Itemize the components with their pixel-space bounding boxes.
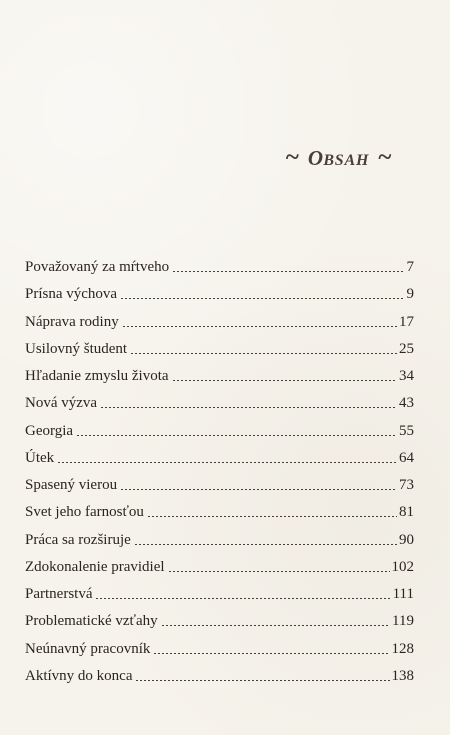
- toc-item-title: Považovaný za mŕtveho: [25, 259, 170, 276]
- toc-item: [25, 254, 414, 281]
- toc-dot-leader: [120, 489, 397, 490]
- toc-item-page-number: 138: [391, 667, 414, 684]
- toc-item: [25, 608, 414, 635]
- toc-item: [25, 390, 414, 417]
- contents-title: [308, 146, 369, 170]
- toc-dot-leader: [122, 326, 397, 327]
- toc-item-title: Zdokonalenie pravidiel: [25, 558, 165, 575]
- toc-item-page-number: 111: [392, 586, 414, 603]
- toc-item-title: Spasený vierou: [25, 477, 118, 494]
- toc-dot-leader: [168, 571, 390, 572]
- toc-item-title: Usilovný študent: [25, 340, 128, 357]
- toc-dot-leader: [76, 435, 397, 436]
- toc-dot-leader: [135, 680, 389, 681]
- toc-item: [25, 418, 414, 445]
- toc-item-page-number: 90: [399, 531, 414, 548]
- heading-left-ornament: ~: [285, 144, 300, 171]
- toc-item-page-number: 34: [399, 368, 414, 385]
- toc-dot-leader: [161, 625, 390, 626]
- toc-dot-leader: [153, 653, 389, 654]
- toc-dot-leader: [100, 407, 397, 408]
- toc-item-page-number: 81: [399, 504, 414, 521]
- toc-item: [25, 309, 414, 336]
- toc-item: [25, 663, 414, 690]
- toc-item-page-number: 73: [399, 477, 414, 494]
- toc-item-title: Nová výzva: [25, 395, 98, 412]
- toc-dot-leader: [57, 462, 397, 463]
- contents-title-rest: BSAH: [323, 151, 370, 169]
- toc-item-title: Georgia: [25, 422, 74, 439]
- toc-item-page-number: 119: [392, 613, 414, 630]
- toc-item-page-number: 64: [399, 449, 414, 466]
- table-of-contents: [25, 254, 414, 690]
- toc-item-title: Problematické vzťahy: [25, 613, 158, 630]
- toc-item-page-number: 7: [406, 259, 414, 276]
- toc-item-title: Práca sa rozširuje: [25, 531, 131, 548]
- toc-item: [25, 472, 414, 499]
- toc-item-page-number: 55: [399, 422, 414, 439]
- toc-dot-leader: [120, 298, 404, 299]
- toc-item-title: Hľadanie zmyslu života: [25, 368, 169, 385]
- heading-right-ornament: ~: [377, 144, 393, 171]
- toc-item-page-number: 128: [391, 640, 414, 657]
- toc-item-title: Svet jeho farnosťou: [25, 504, 144, 521]
- toc-item-title: Neúnavný pracovník: [25, 640, 151, 657]
- toc-dot-leader: [172, 271, 404, 272]
- toc-dot-leader: [172, 380, 397, 381]
- toc-item-page-number: 17: [399, 313, 414, 330]
- toc-dot-leader: [95, 598, 390, 599]
- toc-item-page-number: 9: [406, 286, 414, 303]
- toc-item-title: Náprava rodiny: [25, 313, 119, 330]
- toc-item: [25, 527, 414, 554]
- toc-item: [25, 581, 414, 608]
- toc-item: [25, 281, 414, 308]
- toc-item-title: Prísna výchova: [25, 286, 118, 303]
- toc-item-title: Aktívny do konca: [25, 667, 133, 684]
- toc-item: [25, 363, 414, 390]
- toc-item-page-number: 102: [391, 558, 414, 575]
- contents-title-first-letter: O: [307, 145, 324, 170]
- toc-dot-leader: [147, 516, 397, 517]
- toc-dot-leader: [130, 353, 397, 354]
- toc-item-title: Útek: [25, 449, 55, 466]
- toc-item-page-number: 43: [399, 395, 414, 412]
- toc-item: [25, 445, 414, 472]
- contents-heading: [285, 144, 421, 172]
- toc-item-page-number: 25: [399, 340, 414, 357]
- toc-item-title: Partnerstvá: [25, 586, 93, 603]
- toc-item: [25, 554, 414, 581]
- toc-item: [25, 499, 414, 526]
- toc-item: [25, 336, 414, 363]
- toc-dot-leader: [134, 544, 397, 545]
- toc-item: [25, 636, 414, 663]
